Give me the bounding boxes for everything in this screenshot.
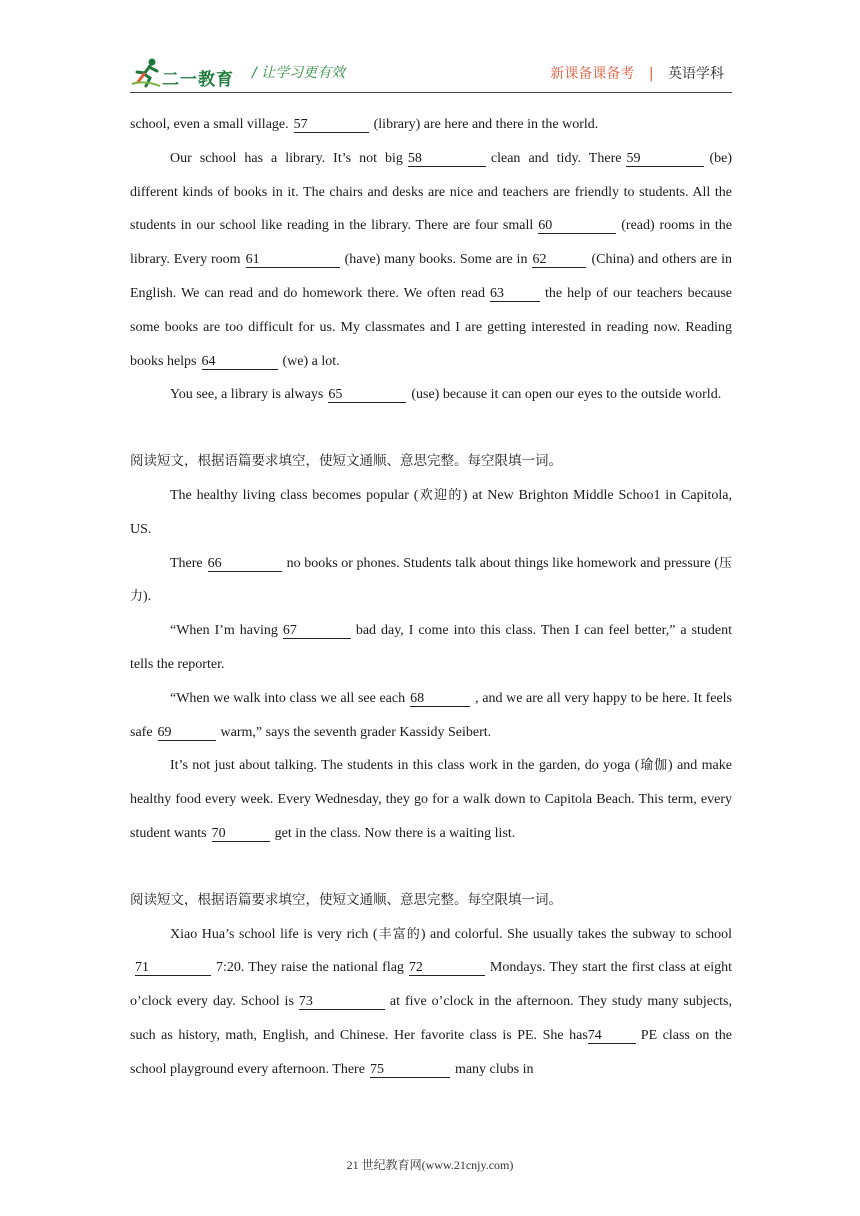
brand-logo (130, 56, 240, 90)
passage2-paragraph-4 (130, 682, 732, 750)
text-run: The healthy living class becomes popular ( (170, 487, 419, 503)
blank-71[interactable]: 71 (135, 960, 211, 976)
blank-72[interactable]: 72 (409, 960, 485, 976)
text-run: PE class on the school playground every afternoon. There (130, 1027, 733, 1077)
blank-75[interactable]: 75 (370, 1062, 450, 1078)
blank-70[interactable]: 70 (212, 826, 270, 842)
text-run: the help of our teachers because some books are too difficult for us. My classmates and I are getting interested in reading now. Reading books helps (130, 285, 732, 369)
blank-68[interactable]: 68 (410, 691, 470, 707)
blank-61[interactable]: 61 (246, 252, 340, 268)
passage2-paragraph-2 (130, 547, 732, 615)
text-run: ) at New Brighton Middle Schoo1 in Capitola, US. (130, 487, 732, 537)
passage1-paragraph-1 (130, 108, 732, 142)
text-run: Xiao Hua’s school life is very rich ( (170, 926, 378, 942)
text-run: clean and tidy. There (490, 150, 622, 166)
text-run: , and we are all very happy to be here. It feels safe (130, 690, 732, 740)
text-run: ) and colorful. She usually takes the subway to school (420, 926, 732, 942)
text-run: “When I’m having (170, 623, 278, 639)
passage1-paragraph-2 (130, 142, 732, 379)
text-run: school, even a small village. (130, 117, 289, 132)
blank-62[interactable]: 62 (532, 252, 586, 268)
text-run: (library) are here and there in the world. (373, 117, 599, 132)
text-run: (use) because it can open our eyes to the outside world. (411, 387, 722, 403)
header-course-label: 新课备课备考 (550, 66, 635, 82)
text-run: It’s not just about talking. The students in this class work in the garden, do yoga ( (170, 758, 640, 774)
text-run: (we) a lot. (282, 353, 340, 369)
text-run: (be) different kinds of books in it. The chairs and desks are nice and teachers are friendly to students. All the students in our school like reading in the library. There are four small (130, 150, 732, 234)
text-run: warm,” says the seventh grader Kassidy Seibert. (220, 724, 492, 740)
text-run: ). (143, 589, 152, 605)
passage3-instruction: 阅读短文，根据语篇要求填空，使短文通顺、意思完整。每空限填一词。 (130, 891, 562, 908)
blank-60[interactable]: 60 (538, 218, 616, 234)
text-run: Our school has a library. It’s not big (170, 150, 403, 166)
blank-65[interactable]: 65 (328, 387, 406, 403)
blank-58[interactable]: 58 (408, 151, 486, 167)
text-run: (China) and others are in English. We can read and do homework there. We often read (130, 252, 732, 301)
running-figure-logo-icon (130, 56, 164, 90)
blank-69[interactable]: 69 (158, 725, 216, 741)
blank-63[interactable]: 63 (490, 286, 540, 302)
text-run: (read) rooms in the library. Every room (130, 218, 732, 268)
header-subject (550, 63, 724, 83)
blank-64[interactable]: 64 (202, 354, 278, 370)
chinese-gloss: 压力 (130, 555, 732, 605)
logo-text: 二一教育 (162, 70, 234, 90)
passage1-paragraph-3 (130, 378, 732, 412)
text-run: (have) many books. Some are in (344, 252, 528, 268)
passage2-paragraph-1 (130, 479, 732, 547)
document-body (130, 108, 732, 1087)
text-run: ) and make healthy food every week. Every Wednesday, they go for a walk down to Capitola Beach. This term, every student wants (130, 758, 732, 841)
blank-74[interactable]: 74 (588, 1028, 636, 1044)
header-slogan: / 让学习更有效 (252, 65, 346, 81)
text-run: There (170, 555, 203, 571)
text-run: bad day, I come into this class. Then I can feel better,” a student tells the reporter. (130, 623, 732, 672)
page-header (130, 52, 732, 92)
blank-57[interactable]: 57 (294, 117, 369, 133)
text-run: 7:20. They raise the national flag (216, 960, 404, 976)
passage2-paragraph-3 (130, 614, 732, 682)
text-run: You see, a library is always (170, 387, 324, 403)
page-footer: 21 世纪教育网(www.21cnjy.com) (346, 1158, 514, 1172)
text-run: Mondays. They start the first class at eight o’clock every day. School is (130, 960, 732, 1010)
header-separator: | (648, 66, 654, 82)
passage3-paragraph-1 (130, 918, 732, 1087)
passage2-paragraph-5 (130, 749, 732, 850)
chinese-gloss: 欢迎的 (418, 487, 463, 503)
header-subject-label: 英语学科 (668, 66, 724, 82)
text-run: “When we walk into class we all see each (170, 690, 406, 706)
text-run: many clubs in (454, 1061, 534, 1077)
text-run: get in the class. Now there is a waiting list. (274, 825, 516, 841)
text-run: no books or phones. Students talk about things like homework and pressure ( (286, 555, 719, 571)
blank-73[interactable]: 73 (299, 994, 385, 1010)
passage2-instruction: 阅读短文，根据语篇要求填空，使短文通顺、意思完整。每空限填一词。 (130, 453, 562, 470)
chinese-gloss: 瑜伽 (639, 758, 669, 774)
blank-66[interactable]: 66 (208, 556, 282, 572)
header-divider (130, 92, 732, 93)
blank-59[interactable]: 59 (626, 151, 704, 167)
text-run: at five o’clock in the afternoon. They study many subjects, such as history, math, English, and Chinese. Her favorite class is PE. She has (130, 994, 732, 1043)
chinese-gloss: 丰富的 (377, 926, 421, 942)
blank-67[interactable]: 67 (283, 623, 351, 639)
